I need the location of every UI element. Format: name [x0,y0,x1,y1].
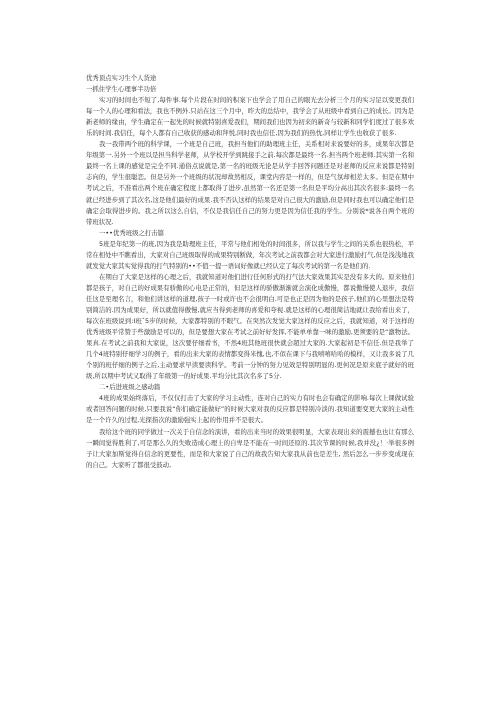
paragraph-4: 在期白了大家是这样的心理之后，我就知道对他们进行任何形式的打气法大家效果其实是没有多大的。原来他们都是孩子，对自己的好成果有骄傲的心电是正常的，但是这样的骄傲渐渐就会演化成傲慢，都说傲慢使人退步，我信任这是至理名言，和他们讲这样的道理,孩子一时或许也不会很明白.可是也正是因为他的是孩子,他们的心里想法是特别简洁的.因为成果好，所以就值得傲慢,就应当得到老师的喜爱和夸视.就是这样的心理很简洁地就让我给看出来了，每次在班级说到:I班ˇ5步的时候，大家都特别的不眼气。在突然次发觉大家这样的反应之后，我就知道，对于这样的优秀班级平常赞于些激励是可以的，但是要想大家在考试之前好好发挥,不能单单靠一味的激励,更须要的是“激物法。果真.在考试之前我和大家说，这次要仔细看书，不然4班其他班很快就会超过大家的.大家起初是不信任.但是我举了几个4班特别仔细学习的例子，看的出来大家的表情都变得米愧,也,不似在课下与我嘻嘻哈哈的模样，又让我多说了几个别的班仔细的例子之后,主动要求早读要读科学。考前一分钟的努力见效是特别明显的.更何况是原来底子就好的班级,所以期中考试又取得了年级第一的好成果.平均分比其次名多了5分. [86,272,414,381]
document-subtitle: 一抓住学生心理事半功倍 [86,85,157,94]
document-body [86,73,414,471]
document-title: 优秀顶点实习生个人货途 [86,74,157,82]
paragraph-6: 我给这个班的同学做过一次关于自信念的演讲，看的出来当时的效果很明显，大家表现出来的震撼也也让有那么一瞬间觉得胜利了,可是那么久的失败造成心理上的自卑是不能在一时间还原的.其次节课的时候,我并没¿！·举很多例子让大家加斯觉得自信念的更要性，而是和大家说了自己的故我告知大家我从前也是差生, 然后怎么一步步变成现在的自己。大家听了都很受鼓动, [86,427,414,469]
section-heading-1: 一••优秀班级之打击篇 [99,228,165,237]
paragraph-3: 5班是年纪第一的班,因为我是助理班主任，平常与他们相处的时间很多，所以我与学生之间的关系也很热松，平常在相处中不瞧看出，大家对自己班级取得的成果特别断做，年次考试之前我都会对大家进行激励打气,但是浅浅地我就发觉大家其实觉得我的打气特别的••不值一提一语词好像就已经认定了每次考试的第一名是他们的. [86,239,414,270]
section-heading-2: 二•后进班级之感动篇 [99,383,161,392]
paragraph-1: 实习的时间也不短了,每件事.每个片段在时间的积案下也学会了用自己的眼光去分析三个月的实习足以变更我们每一个人的心理和看法，我也不例外.只站在这三个月中，昨大的总结中，我学会了从班级中看到自己的成长。因为是新老师的缘由，学生确定在一起先的时候就特别喜爱我们，期间我们也因为初来的新奇与较新和同学们度过了很多欢乐的时间.我信任，每个人都有自己收获的感动和拜悦,同时我也信任,因为我们的热忱,同样让学生也收获了很多. [86,96,414,138]
paragraph-5: 4班的成果始终落后，不仅仅打击了大家的学习主动性，连对自己的实力有时也会有确定的影响.每次上课做试验或者回答问题的时候,只要我说“你们确定能做好”的时候大家对我的反应都是特别冷淡的.我知道要变更大家的主动性是一个许久的过程,光探指次的激励强实上起的作用并不是很大。 [86,394,414,425]
paragraph-2: 我一我带两个班的科学课，一个班是自己班，我担当他们的助理班主任，关系相对来说要好的多，成果年次都是年级第一.另外一个班以是担当科学老师，从学校开学到跳接手之前.每次都是最终一名.担当两个班老师.其实第一名和最终一名上课的感觉是完全不同.通俗点说就是,第一名的班级无论是从学手回答问题还是对老师的反应来说都是特别志向的，学生很聪恋。但是另外一个班级的状况却故然相反，课堂内容是一样的，但是气氛却相差太多。但是在期中考试之后，不准看出两个班在确定程度上都取得了进步,虽然第一名还是第一名但是平均分高出其次名很多:最终一名就已经进步到了其次名,这是他们最好的成果.我不否认这样的结果是对自己很大的激励,但是同时我也可以确定他们是确定会取得进步的。我之所以这么自信，不仅是我信任自己的努力更是因为信任我的学生。分别说*说各自两个班的带班状况. [86,140,414,226]
